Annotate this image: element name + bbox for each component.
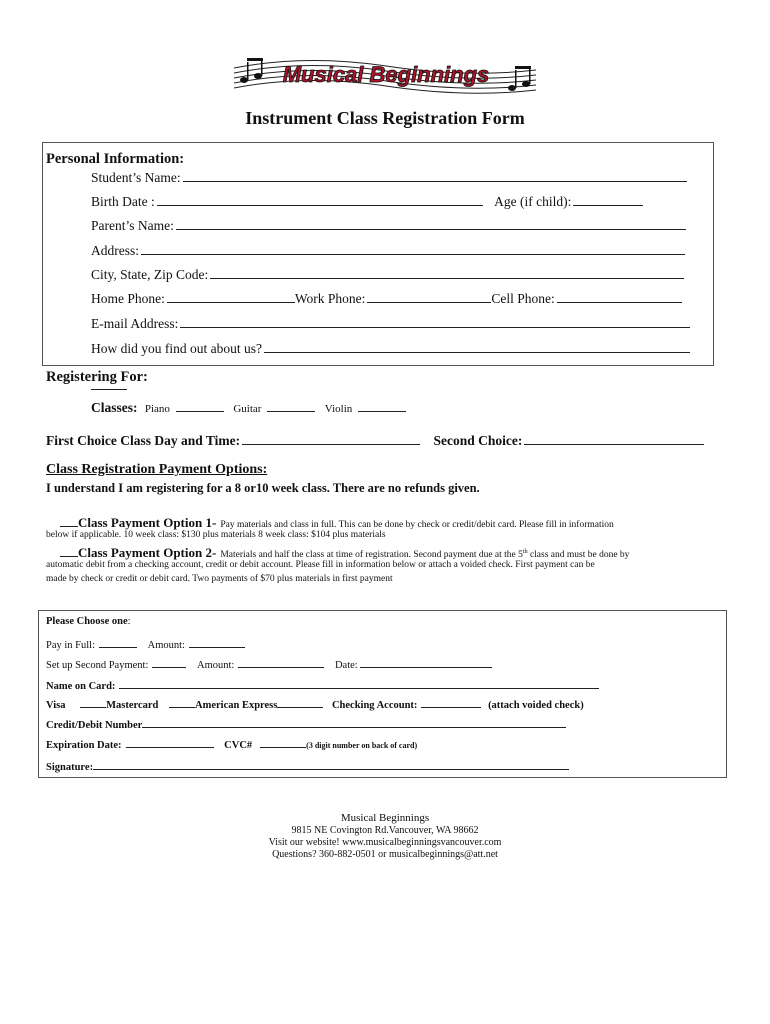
phones-row bbox=[91, 291, 682, 307]
violin-label: Violin bbox=[324, 403, 353, 415]
second-payment-row bbox=[46, 656, 492, 671]
logo-text: Musical Beginnings bbox=[282, 62, 490, 87]
how-found-label: How did you find out about us? bbox=[91, 341, 262, 356]
expiration-label: Expiration Date: bbox=[46, 740, 122, 751]
card-number-label: Credit/Debit Number bbox=[46, 720, 143, 731]
amount2-field[interactable] bbox=[238, 656, 324, 668]
second-payment-field[interactable] bbox=[152, 656, 186, 668]
parent-name-label: Parent’s Name: bbox=[91, 218, 174, 233]
address-row bbox=[91, 243, 685, 259]
email-row bbox=[91, 316, 690, 332]
understand-note: I understand I am registering for a 8 or10 week class. There are no refunds given. bbox=[46, 481, 480, 495]
card-number-field[interactable] bbox=[142, 716, 566, 728]
visa-label: Visa bbox=[46, 700, 66, 711]
pay-full-field[interactable] bbox=[99, 636, 137, 648]
cell-phone-field[interactable] bbox=[557, 291, 682, 303]
card-number-row bbox=[46, 716, 566, 731]
cvc-label: CVC# bbox=[224, 740, 253, 751]
date-label: Date: bbox=[334, 660, 358, 671]
attach-note: (attach voided check) bbox=[488, 700, 584, 711]
guitar-label: Guitar bbox=[233, 403, 262, 415]
birth-date-field[interactable] bbox=[157, 194, 483, 206]
second-choice-label: Second Choice: bbox=[433, 433, 523, 448]
amex-field[interactable] bbox=[277, 696, 323, 708]
parent-name-field[interactable] bbox=[176, 218, 686, 230]
pay-full-row bbox=[46, 636, 245, 651]
musical-beginnings-logo bbox=[226, 46, 544, 106]
option1-title: Class Payment Option 1- bbox=[78, 515, 217, 530]
blank-line bbox=[91, 389, 127, 390]
mastercard-label: Mastercard bbox=[106, 700, 159, 711]
email-field[interactable] bbox=[180, 316, 690, 328]
signature-field[interactable] bbox=[93, 758, 569, 770]
violin-field[interactable] bbox=[358, 400, 406, 412]
footer-address: 9815 NE Covington Rd.Vancouver, WA 98662 bbox=[291, 825, 479, 836]
address-field[interactable] bbox=[141, 243, 685, 255]
mastercard-checkbox[interactable] bbox=[80, 696, 106, 708]
age-label: Age (if child): bbox=[494, 194, 572, 209]
option2-text: Materials and half the class at time of registration. Second payment due at the 5 bbox=[220, 550, 523, 560]
option2-checkbox[interactable] bbox=[60, 545, 78, 557]
name-on-card-field[interactable] bbox=[119, 677, 599, 689]
parent-name-row bbox=[91, 218, 686, 234]
age-field[interactable] bbox=[573, 194, 643, 206]
birth-date-label: Birth Date : bbox=[91, 194, 155, 209]
birth-date-row bbox=[91, 194, 643, 210]
how-found-row bbox=[91, 341, 690, 357]
student-name-field[interactable] bbox=[183, 170, 687, 182]
option1-text2: below if applicable. 10 week class: $130 plus materials 8 week class: $104 plus materials bbox=[46, 530, 386, 540]
amount-label: Amount: bbox=[147, 640, 185, 651]
choose-one: Please Choose one: bbox=[46, 616, 131, 627]
piano-label: Piano bbox=[144, 403, 170, 415]
checking-field[interactable] bbox=[421, 696, 481, 708]
amex-label: American Express bbox=[195, 700, 278, 711]
cell-phone-label: Cell Phone: bbox=[491, 291, 555, 306]
registering-heading: Registering For: bbox=[46, 369, 148, 385]
card-type-row bbox=[46, 696, 584, 711]
work-phone-label: Work Phone: bbox=[294, 291, 366, 306]
name-on-card-label: Name on Card: bbox=[46, 681, 116, 692]
personal-info-heading: Personal Information: bbox=[46, 151, 185, 167]
piano-field[interactable] bbox=[176, 400, 224, 412]
expiration-field[interactable] bbox=[126, 736, 214, 748]
classes-label: Classes: bbox=[91, 400, 138, 415]
second-payment-label: Set up Second Payment: bbox=[46, 660, 149, 671]
city-state-zip-label: City, State, Zip Code: bbox=[91, 267, 209, 282]
pay-full-label: Pay in Full: bbox=[46, 640, 96, 651]
city-state-zip-row bbox=[91, 267, 684, 283]
second-choice-field[interactable] bbox=[524, 433, 704, 445]
checking-label: Checking Account: bbox=[331, 700, 418, 711]
option1-text: Pay materials and class in full. This can be done by check or credit/debit card. Please fill in information bbox=[220, 520, 614, 530]
guitar-field[interactable] bbox=[267, 400, 315, 412]
address-label: Address: bbox=[91, 243, 139, 258]
city-state-zip-field[interactable] bbox=[210, 267, 684, 279]
first-choice-field[interactable] bbox=[242, 433, 420, 445]
footer-name: Musical Beginnings bbox=[340, 812, 430, 824]
form-title: Instrument Class Registration Form bbox=[245, 108, 525, 128]
amex-checkbox[interactable] bbox=[169, 696, 195, 708]
amount2-label: Amount: bbox=[197, 660, 235, 671]
choice-row bbox=[46, 433, 704, 449]
amount-field[interactable] bbox=[189, 636, 245, 648]
student-name-row bbox=[91, 170, 687, 186]
option1-checkbox[interactable] bbox=[60, 515, 78, 527]
footer-website: Visit our website! www.musicalbeginningsvancouver.com bbox=[268, 837, 502, 848]
home-phone-field[interactable] bbox=[167, 291, 295, 303]
cvc-field[interactable] bbox=[260, 736, 306, 748]
option2-text-b: class and must be done by bbox=[527, 550, 630, 560]
expiration-row bbox=[46, 736, 417, 751]
cvc-note: (3 digit number on back of card) bbox=[306, 741, 418, 750]
option2-sup: th bbox=[522, 548, 528, 555]
date-field[interactable] bbox=[360, 656, 492, 668]
how-found-field[interactable] bbox=[264, 341, 690, 353]
first-choice-label: First Choice Class Day and Time: bbox=[46, 433, 241, 448]
option2-title: Class Payment Option 2- bbox=[78, 545, 217, 560]
work-phone-field[interactable] bbox=[367, 291, 491, 303]
signature-label: Signature: bbox=[46, 762, 94, 773]
classes-row bbox=[91, 400, 406, 416]
home-phone-label: Home Phone: bbox=[91, 291, 165, 306]
student-name-label: Student’s Name: bbox=[91, 170, 181, 185]
email-label: E-mail Address: bbox=[91, 316, 179, 331]
name-on-card-row bbox=[46, 677, 599, 692]
footer-questions: Questions? 360-882-0501 or musicalbeginnings@att.net bbox=[272, 849, 498, 860]
signature-row bbox=[46, 758, 569, 773]
payment-options-heading: Class Registration Payment Options: bbox=[46, 462, 268, 477]
option2-text2: automatic debit from a checking account, credit or debit account. Please fill in information below or attach a voided check. First payment can be bbox=[46, 560, 595, 570]
option2-text3: made by check or credit or debit card. Two payments of $70 plus materials in first payment bbox=[46, 574, 393, 584]
